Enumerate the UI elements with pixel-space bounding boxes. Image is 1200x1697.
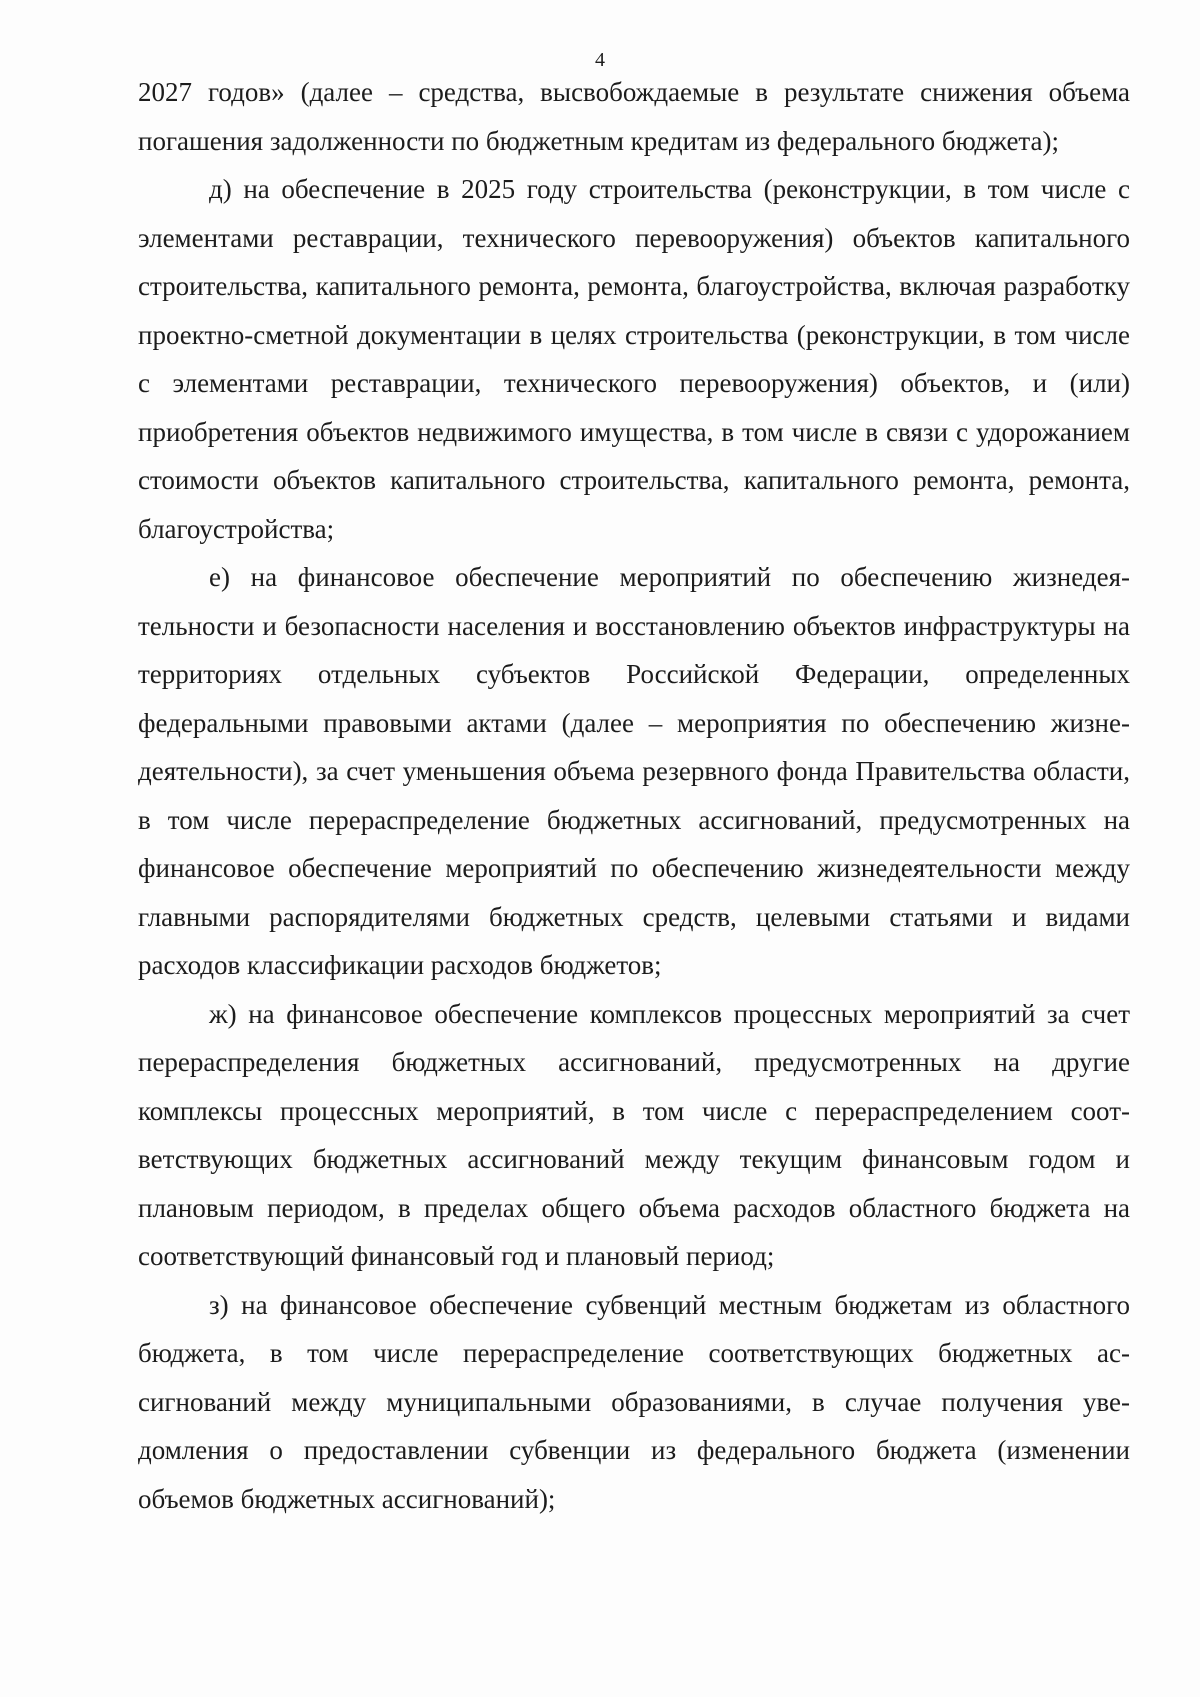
document-body xyxy=(138,68,1130,1523)
paragraph-continuation: 2027 годов» (далее – средства, высвобождаемые в результате снижения объема погашения задолженности по бюджетным кредитам из федерального бюджета); xyxy=(138,77,1130,156)
page-number: 4 xyxy=(595,49,605,71)
paragraph-item-zh: ж) на финансовое обеспечение комплексов процессных мероприятий за счет перераспределения бюджетных ассигнований, предусмотренных на другие комплексы процессных мероприятий, в том числе с перераспределением соответствующих бюджетных ассигнований между текущим финансовым годом и плановым периодом, в пределах общего объема расходов областного бюджета на соответствующий финансовый год и плановый период; xyxy=(138,998,1130,1271)
paragraph-item-z: з) на финансовое обеспечение субвенций местным бюджетам из областного бюджета, в том числе перераспределение соответствующих бюджетных ассигнований между муниципальными образованиями, в случае получения уведомления о предоставлении субвенции из федерального бюджета (изменении объемов бюджетных ассигнований); xyxy=(138,1289,1130,1514)
paragraph-item-e: е) на финансовое обеспечение мероприятий по обеспечению жизнедеятельности и безопасности населения и восстановлению объектов инфраструктуры на территориях отдельных субъектов Российской Федерации, определенных федеральными правовыми актами (далее – мероприятия по обеспечению жизнедеятельности), за счет уменьшения объема резервного фонда Правительства области, в том числе перераспределение бюджетных ассигнований, предусмотренных на финансовое обеспечение мероприятий по обеспечению жизнедеятельности между главными распорядителями бюджетных средств, целевыми статьями и видами расходов классификации расходов бюджетов; xyxy=(138,562,1130,980)
paragraph-item-d: д) на обеспечение в 2025 году строительства (реконструкции, в том числе с элементами реставрации, технического перевооружения) объектов капитального строительства, капитального ремонта, ремонта, благоустройства, включая разработку проектно-сметной документации в целях строительства (реконструкции, в том числе с элементами реставрации, технического перевооружения) объектов, и (или) приобретения объектов недвижимого имущества, в том числе в связи с удорожанием стоимости объектов капитального строительства, капитального ремонта, ремонта, благоустройства; xyxy=(138,174,1130,544)
